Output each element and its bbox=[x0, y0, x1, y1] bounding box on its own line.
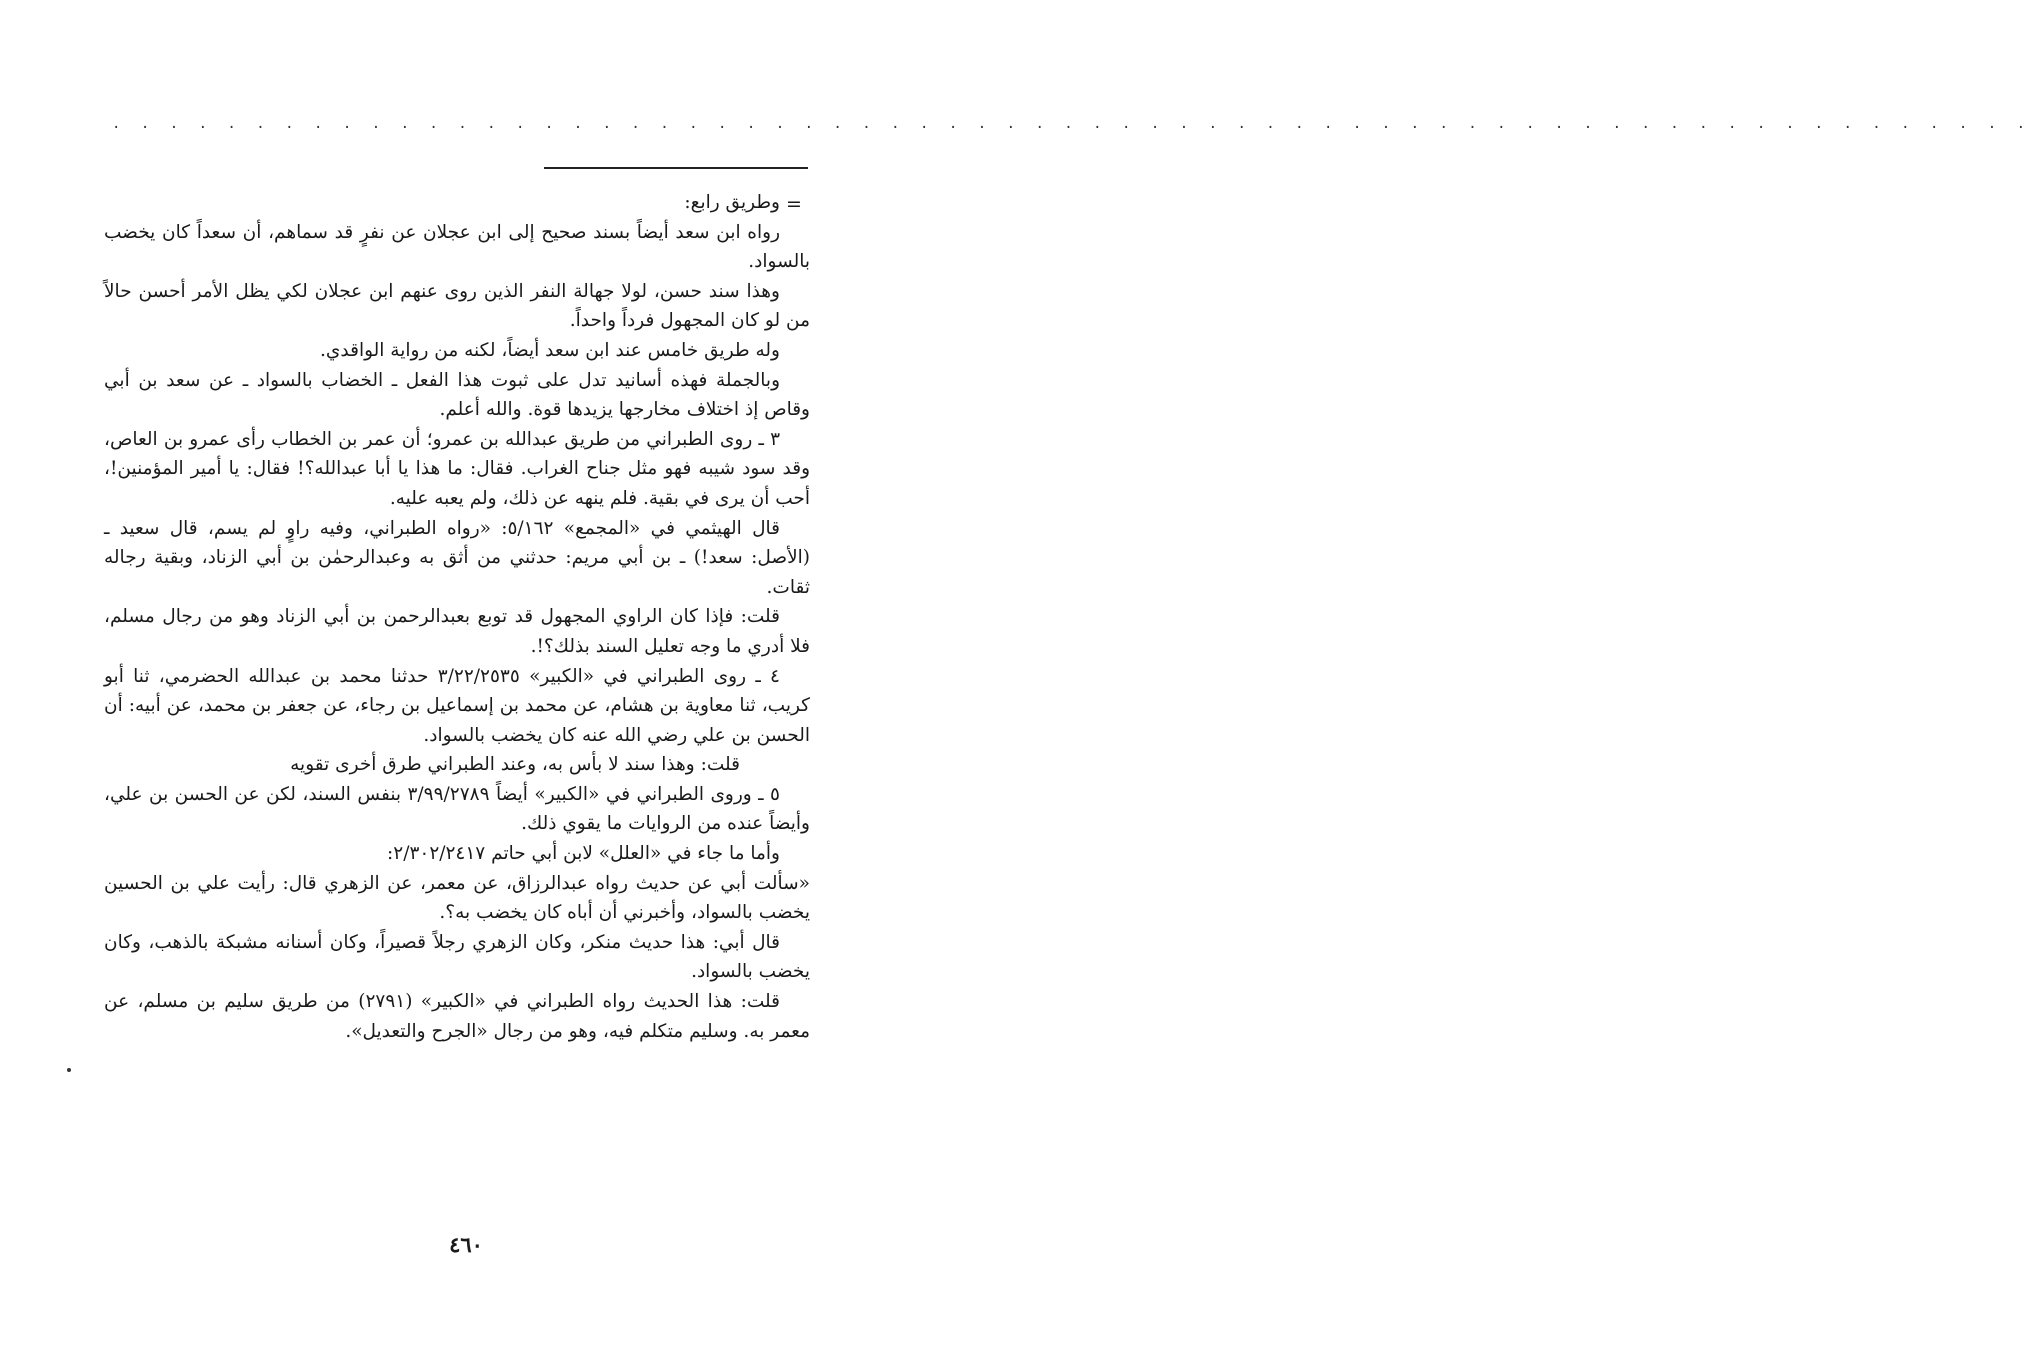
paragraph-comment-2: قلت: وهذا سند لا بأس به، وعند الطبراني طرق أخرى تقويه bbox=[290, 754, 740, 776]
paragraph-haythami-quote: قال الهيثمي في «المجمع» ٥/١٦٢: «رواه الطبراني، وفيه راوٍ لم يسم، قال سعيد ـ (الأصل: سعد!) ـ بن أبي مريم: حدثني من أثق به وعبدالرحمٰن بن أبي الزناد، وبقية رجاله ثقات. bbox=[104, 517, 810, 598]
paragraph-final-comment: قلت: هذا الحديث رواه الطبراني في «الكبير» (٢٧٩١) من طريق سليم بن مسلم، عن معمر به. وسليم متكلم فيه، وهو من رجال «الجرح والتعديل». bbox=[104, 991, 810, 1042]
paragraph-isnad-assessment: وهذا سند حسن، لولا جهالة النفر الذين روى عنهم ابن عجلان لكي يظل الأمر أحسن حالاً من لو كان المجهول فرداً واحداً. bbox=[104, 280, 810, 332]
paragraph-ilal-intro: وأما ما جاء في «العلل» لابن أبي حاتم ٢/٣٠٢/٢٤١٧: bbox=[387, 843, 780, 865]
paragraph-item-4: ٤ ـ روى الطبراني في «الكبير» ٣/٢٢/٢٥٣٥ حدثنا محمد بن عبدالله الحضرمي، ثنا أبو كريب، ثنا معاوية بن هشام، عن محمد بن إسماعيل بن رجاء، عن جعفر بن محمد، عن أبيه: أن الحسن بن علي رضي الله عنه كان يخضب بالسواد. bbox=[104, 665, 810, 746]
paragraph-fourth-path: وطريق رابع: bbox=[684, 192, 780, 213]
paragraph-fifth-path: وله طريق خامس عند ابن سعد أيضاً، لكنه من رواية الواقدي. bbox=[320, 339, 780, 361]
footnote-rule bbox=[544, 167, 808, 169]
footnote-body bbox=[104, 188, 810, 1046]
paragraph-item-5: ٥ ـ وروى الطبراني في «الكبير» أيضاً ٣/٩٩/٢٧٨٩ بنفس السند، لكن عن الحسن بن علي، وأيضاً عنده من الروايات ما يقوي ذلك. bbox=[104, 783, 810, 835]
page-number: ٤٦٠ bbox=[449, 1232, 483, 1257]
paragraph-summary: وبالجملة فهذه أسانيد تدل على ثبوت هذا الفعل ـ الخضاب بالسواد ـ عن سعد بن أبي وقاص إذ اختلاف مخارجها يزيدها قوة. والله أعلم. bbox=[104, 369, 810, 421]
paragraph-abi-hatim-reply: قال أبي: هذا حديث منكر، وكان الزهري رجلاً قصيراً، وكان أسنانه مشبكة بالذهب، وكان يخضب بالسواد. bbox=[104, 931, 810, 983]
paragraph-comment-1: قلت: فإذا كان الراوي المجهول قد توبع بعبدالرحمن بن أبي الزناد وهو من رجال مسلم، فلا أدري ما وجه تعليل السند بذلك؟!. bbox=[104, 606, 810, 657]
paragraph-ibn-saad-narration: رواه ابن سعد أيضاً بسند صحيح إلى ابن عجلان عن نفرٍ قد سماهم، أن سعداً كان يخضب بالسواد. bbox=[104, 221, 810, 273]
paragraph-ilal-quote: «سألت أبي عن حديث رواه عبدالرزاق، عن معمر، عن الزهري قال: رأيت علي بن الحسين يخضب بالسواد، وأخبرني أن أباه كان يخضب به؟. bbox=[104, 872, 810, 924]
continuation-mark: = bbox=[786, 193, 802, 215]
margin-speck bbox=[67, 1068, 71, 1072]
dotted-separator: . . . . . . . . . . . . . . . . . . . . . . . . . . . . . . . . . . . . . . . . . . . . . . . . . . . . . . . . . . . . . . . . . . . bbox=[112, 116, 2031, 132]
paragraph-item-3: ٣ ـ روى الطبراني من طريق عبدالله بن عمرو؛ أن عمر بن الخطاب رأى عمرو بن العاص، وقد سود شيبه فهو مثل جناح الغراب. فقال: ما هذا يا أبا عبدالله؟! فقال: يا أمير المؤمنين!، أحب أن يرى في بقية. فلم ينهه عن ذلك، ولم يعبه عليه. bbox=[104, 428, 810, 509]
